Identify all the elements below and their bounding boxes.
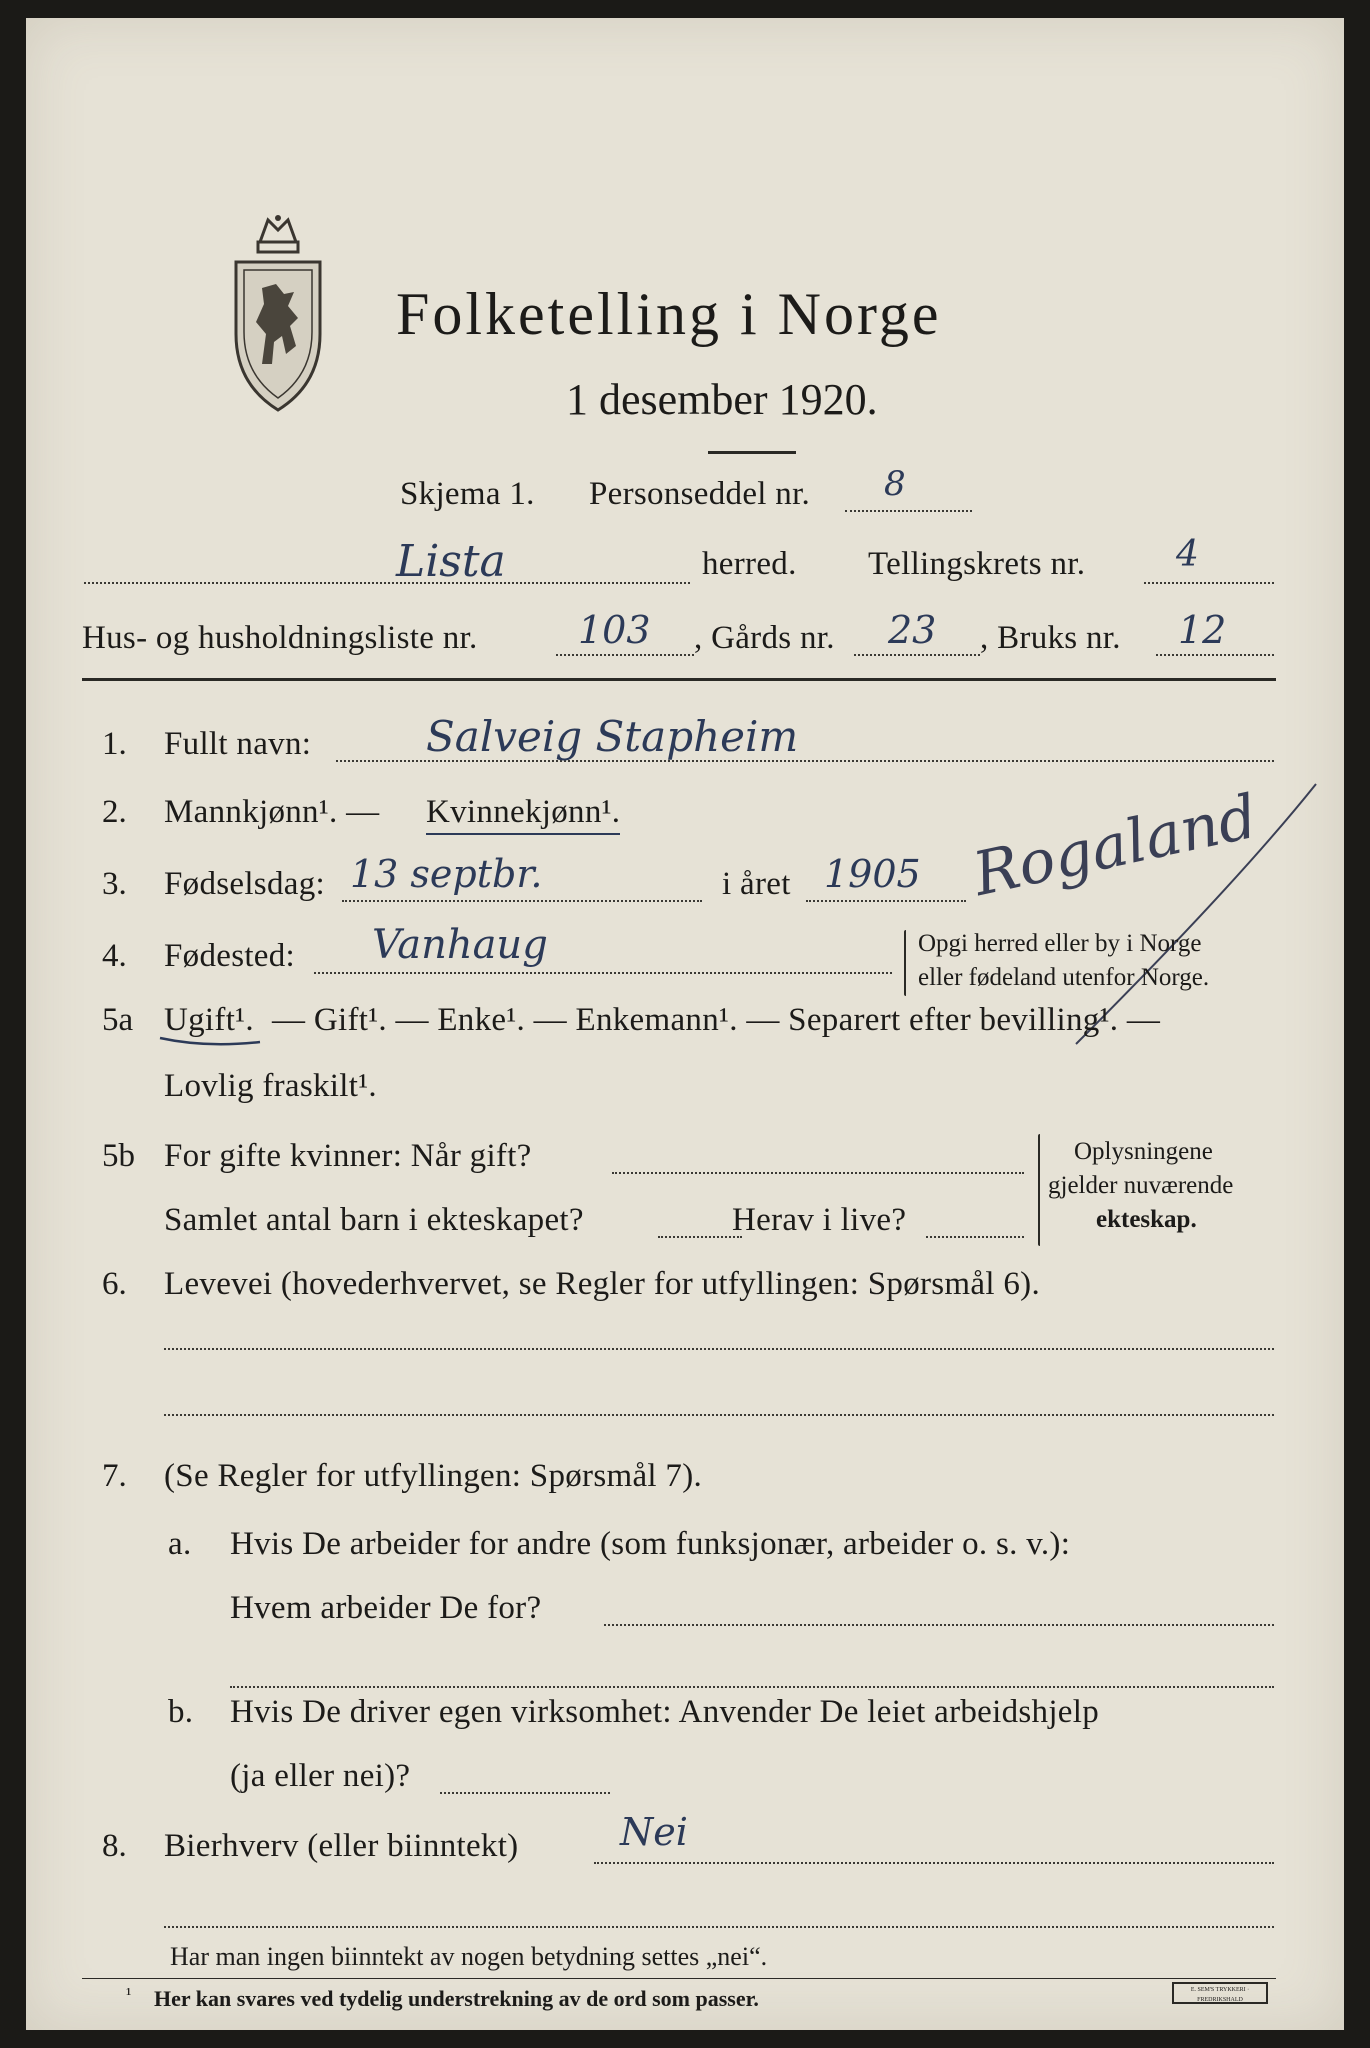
q5b-line2a: Samlet antal barn i ekteskapet? xyxy=(164,1202,584,1238)
bruks-label: , Bruks nr. xyxy=(980,620,1121,656)
header-divider xyxy=(82,678,1276,681)
q6-line-1 xyxy=(164,1348,1274,1350)
q8-value[interactable]: Nei xyxy=(620,1810,688,1854)
q3-day-line xyxy=(342,900,702,902)
q3-margin-note: Rogaland xyxy=(967,781,1264,910)
census-form-page xyxy=(26,18,1344,2030)
q8-line-extra xyxy=(164,1926,1274,1928)
q8-label: Bierhverv (eller biinntekt) xyxy=(164,1828,519,1864)
q5a-line2[interactable]: Lovlig fraskilt¹. xyxy=(164,1068,377,1104)
census-date: 1 desember 1920. xyxy=(566,375,878,424)
q5b-note3: ekteskap. xyxy=(1096,1206,1197,1233)
tellingskrets-line xyxy=(1144,582,1274,584)
q3-year-value[interactable]: 1905 xyxy=(824,852,921,896)
q7a-line xyxy=(604,1624,1274,1626)
tellingskrets-value[interactable]: 4 xyxy=(1176,534,1199,575)
q1-number: 1. xyxy=(102,726,127,762)
q2-male[interactable]: Mannkjønn¹. — xyxy=(164,794,380,830)
q4-note-line1: Opgi herred eller by i Norge xyxy=(918,930,1202,957)
husliste-label: Hus- og husholdningsliste nr. xyxy=(82,620,478,656)
tellingskrets-label: Tellingskrets nr. xyxy=(868,546,1086,582)
q4-value[interactable]: Vanhaug xyxy=(372,922,548,968)
title-rule xyxy=(708,451,796,454)
gards-line xyxy=(854,654,980,656)
q6-line-2 xyxy=(164,1414,1274,1416)
footnote-text: Her kan svares ved tydelig understrekning av de ord som passer. xyxy=(154,1986,759,2011)
footnote-mark: ¹ xyxy=(126,1984,132,2004)
gards-label: , Gårds nr. xyxy=(694,620,835,656)
q5b-children-line xyxy=(658,1236,742,1238)
footer-rule xyxy=(82,1978,1276,1979)
q1-value[interactable]: Salveig Stapheim xyxy=(426,712,799,761)
personseddel-label: Personseddel nr. xyxy=(589,476,811,512)
q8-line xyxy=(594,1862,1274,1864)
q4-line xyxy=(314,972,892,974)
herred-line xyxy=(84,582,690,584)
q5b-married-line xyxy=(612,1172,1024,1174)
q5a-number: 5a xyxy=(102,1002,134,1038)
q7b-line1: Hvis De driver egen virksomhet: Anvender De leiet arbeidshjelp xyxy=(230,1694,1100,1730)
gards-value[interactable]: 23 xyxy=(888,608,937,652)
q5b-note2: gjelder nuværende xyxy=(1048,1172,1234,1199)
personseddel-line xyxy=(845,510,972,512)
q5b-alive-line xyxy=(926,1236,1024,1238)
q7b-line2: (ja eller nei)? xyxy=(230,1758,411,1794)
q1-label: Fullt navn: xyxy=(164,726,312,762)
q6-label: Levevei (hovederhvervet, se Regler for utfyllingen: Spørsmål 6). xyxy=(164,1266,1041,1302)
footer-note: Har man ingen biinntekt av nogen betydning settes „nei“. xyxy=(170,1942,768,1971)
q5a-options[interactable]: — Gift¹. — Enke¹. — Enkemann¹. — Separert efter bevilling¹. — xyxy=(272,1002,1161,1038)
bruks-value[interactable]: 12 xyxy=(1178,608,1227,652)
q2-number: 2. xyxy=(102,794,127,830)
q5a-ugift[interactable]: Ugift¹. xyxy=(164,1002,254,1038)
q8-number: 8. xyxy=(102,1828,127,1864)
skjema-label: Skjema 1. xyxy=(400,476,535,512)
q7-number: 7. xyxy=(102,1458,127,1494)
q5b-brace xyxy=(1038,1134,1040,1246)
husliste-line xyxy=(556,654,694,656)
q7a-line1: Hvis De arbeider for andre (som funksjonær, arbeider o. s. v.): xyxy=(230,1526,1071,1562)
q3-year-line xyxy=(806,900,966,902)
q3-number: 3. xyxy=(102,866,127,902)
q7b-letter: b. xyxy=(168,1694,194,1730)
husliste-value[interactable]: 103 xyxy=(578,608,651,652)
q6-number: 6. xyxy=(102,1266,127,1302)
q4-brace xyxy=(904,930,906,996)
q3-value[interactable]: 13 septbr. xyxy=(350,852,543,896)
bruks-line xyxy=(1156,654,1274,656)
herred-label: herred. xyxy=(702,546,797,582)
q7a-letter: a. xyxy=(168,1526,192,1562)
q7a-line-extra xyxy=(230,1686,1274,1688)
q5b-note1: Oplysningene xyxy=(1074,1138,1213,1165)
q5b-line1: For gifte kvinner: Når gift? xyxy=(164,1138,532,1174)
q4-note-line2: eller fødeland utenfor Norge. xyxy=(918,964,1210,991)
coat-of-arms-icon xyxy=(222,214,334,414)
q2-female-underlined[interactable]: Kvinnekjønn¹. xyxy=(426,794,620,835)
printer-stamp: E. SEM'S TRYKKERI · FREDRIKSHALD xyxy=(1172,1982,1268,2004)
q4-label: Fødested: xyxy=(164,938,296,974)
personseddel-value[interactable]: 8 xyxy=(884,464,906,504)
q7b-line xyxy=(440,1792,610,1794)
q3-label: Fødselsdag: xyxy=(164,866,325,902)
herred-value[interactable]: Lista xyxy=(396,536,506,587)
q7-label: (Se Regler for utfyllingen: Spørsmål 7). xyxy=(164,1458,703,1494)
q7a-line2: Hvem arbeider De for? xyxy=(230,1590,542,1626)
q3-year-label: i året xyxy=(722,866,791,902)
q5b-number: 5b xyxy=(102,1138,135,1174)
q5b-line2b: Herav i live? xyxy=(732,1202,907,1238)
form-title: Folketelling i Norge xyxy=(396,281,942,347)
q4-number: 4. xyxy=(102,938,127,974)
ugift-underline xyxy=(156,1032,266,1052)
